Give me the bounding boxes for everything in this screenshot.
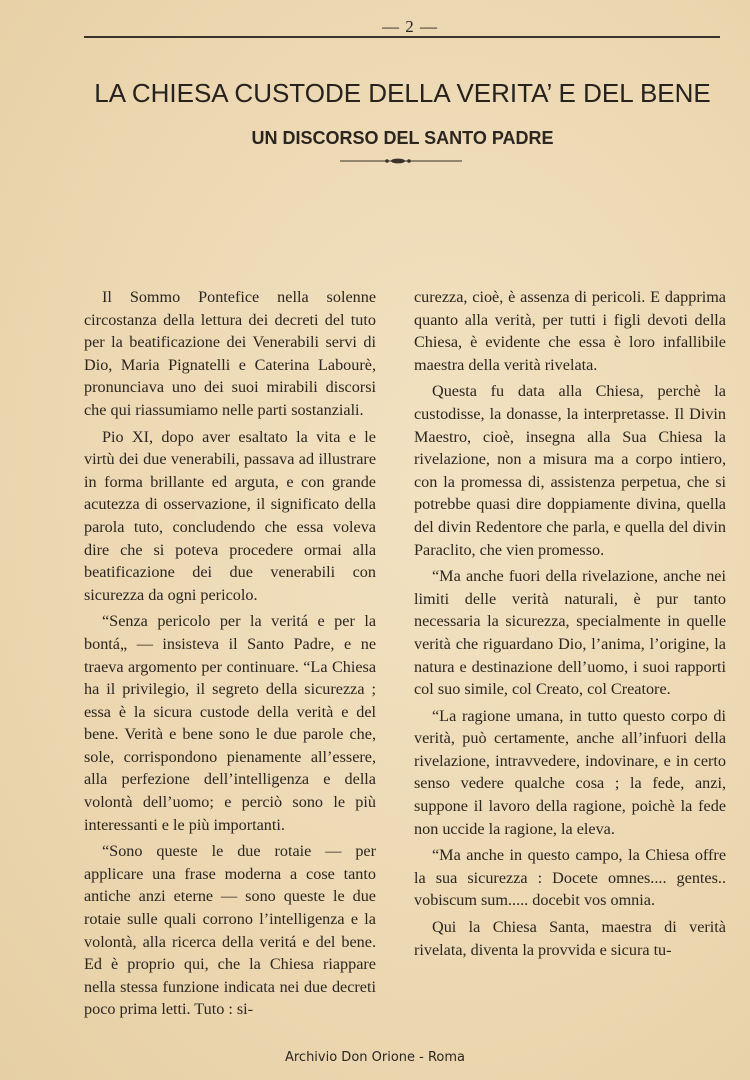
header-rule bbox=[84, 36, 720, 38]
article-title: LA CHIESA CUSTODE DELLA VERITA’ E DEL BENE bbox=[94, 78, 711, 108]
paragraph: “Ma anche fuori della rivelazione, anche nei limiti delle verità naturali, è pur tanto necessaria la sicurezza, specialmente in quelle verità che riguardano Dio, l’anima, l’origine, la natura e destinazione dell’uomo, i suoi rapporti col suo simile, col Creato, col Creatore. bbox=[414, 567, 726, 699]
paragraph: Pio XI, dopo aver esaltato la vita e le virtù dei due venerabili, passava ad illustrare in forma brillante ed arguta, e con grande acutezza di osservazione, il significato della parola tuto, concludendo che essa voleva dire che si poteva procedere ormai alla beatificazione dei due venerabili con sicurezza da ogni pericolo. bbox=[84, 427, 376, 604]
article-subtitle: UN DISCORSO DEL SANTO PADRE bbox=[251, 128, 554, 148]
paragraph: “Ma anche in questo campo, la Chiesa offre la sua sicurezza : Docete omnes.... gentes.. vobiscum sum..... docebit vos omnia. bbox=[414, 846, 726, 910]
paragraph: “Sono queste le due rotaie — per applicare una frase moderna a cose tanto antiche anzi eterne — sono queste le due rotaie sulle quali corrono l’intelligenza e la volontà, alla ricerca della veritá e del bene. Ed è proprio qui, che la Chiesa riappare nella stessa funzione indicata nei due decreti poco prima letti. Tuto : si- bbox=[84, 842, 376, 1019]
paragraph: Il Sommo Pontefice nella solenne circostanza della lettura dei decreti del tuto per la beatificazione dei Venerabili servi di Dio, Maria Pignatelli e Caterina Labourè, pronunciava uno dei suoi mirabili discorsi che qui riassumiamo nelle parti sostanziali. bbox=[84, 288, 376, 419]
paragraph: Questa fu data alla Chiesa, perchè la custodisse, la donasse, la interpretasse. Il Divin Maestro, cioè, insegna alla Sua Chiesa la rivelazione, non a misura ma a corpo intiero, con la promessa di, assistenza perpetua, che si potrebbe quasi dire doppiamente divina, quella del divin Redentore che parla, e quella del divin Paraclito, che vien promesso. bbox=[414, 382, 726, 559]
paragraph: “La ragione umana, in tutto questo corpo di verità, può certamente, anche all’infuori della rivelazione, intravvedere, indovinare, e in certo senso vedere qualche cosa ; la fede, anzi, suppone il lavoro della ragione, poichè la fede non uccide la ragione, la eleva. bbox=[414, 706, 726, 838]
paragraph: Qui la Chiesa Santa, maestra di verità rivelata, diventa la provvida e sicura tu- bbox=[414, 918, 726, 959]
archive-footer: Archivio Don Orione - Roma bbox=[284, 1050, 466, 1065]
page-number: — 2 — bbox=[382, 17, 438, 36]
paragraph: curezza, cioè, è assenza di pericoli. E dapprima quanto alla verità, per tutti i figli devoti della Chiesa, è evidente che essa è loro infallibile maestra della verità rivelata. bbox=[414, 288, 726, 374]
paragraph: “Senza pericolo per la veritá e per la bontá„ — insisteva il Santo Padre, e ne traeva argomento per continuare. “La Chiesa ha il privilegio, il segreto della sicurezza ; essa è la sicura custode della verità e del bene. Verità e bene sono le due parole che, sole, corrispondono pienamente all’essere, alla perfezione dell’intelligenza e della volontà dell’uomo; e perciò sono le più interessanti e le più importanti. bbox=[84, 612, 376, 834]
right-column bbox=[414, 286, 726, 961]
ornament-divider-icon bbox=[340, 156, 462, 166]
left-column bbox=[84, 286, 376, 1021]
